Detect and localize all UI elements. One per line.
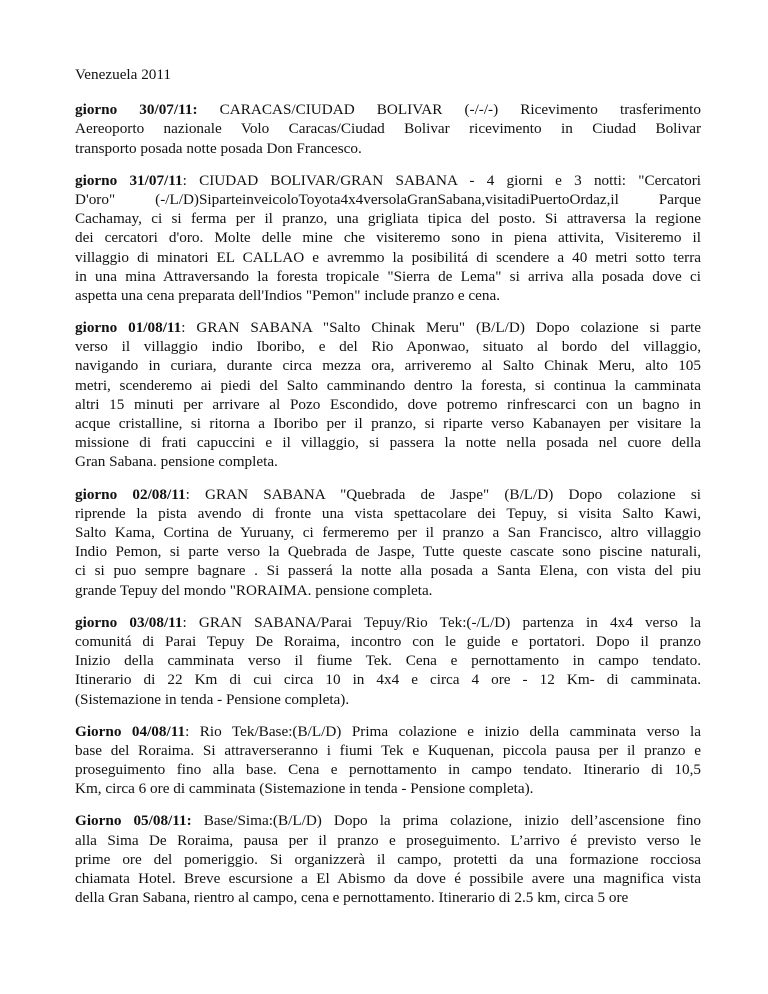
day-label: giorno 02/08/11 — [75, 485, 186, 503]
paragraph-line: proseguimento fino alla base. Cena e pernottamento in campo tendato. Itinerario di 10,5 — [75, 761, 701, 779]
day-paragraph — [75, 318, 701, 472]
paragraph-line: chiamata Hotel. Breve escursione a El Abismo da dove é possibile avere una magnifica vista — [75, 870, 701, 888]
paragraph-line — [75, 100, 701, 119]
document-page — [75, 60, 701, 920]
paragraph-line: Km, circa 6 ore di camminata (Sistemazione in tenda - Pensione completa). — [75, 780, 534, 798]
paragraph-line: prime ore del pomeriggio. Si organizzerà il campo, protetti da una formazione rocciosa — [75, 850, 701, 868]
document-title: Venezuela 2011 — [75, 66, 172, 83]
paragraph-line: riprende la pista avendo di fronte una vista spettacolare dei Tepuy, si visita Salto Kawi, — [75, 504, 701, 522]
paragraph-line: verso il villaggio indio Iboribo, e del Rio Aponwao, situato al bordo del villaggio, — [75, 338, 701, 356]
paragraph-line: Indio Pemon, si parte verso la Quebrada de Jaspe, Tutte queste cascate sono piscine naturali, — [75, 543, 701, 561]
paragraph-line: comunitá di Parai Tepuy De Roraima, incontro con le guide e portatori. Dopo il pranzo — [75, 632, 701, 650]
paragraph-line: Cachamay, ci si ferma per il pranzo, una grigliata tipica del posto. Si attraversa la regione — [75, 210, 701, 228]
day-paragraph — [75, 100, 701, 158]
day-label: Giorno 04/08/11 — [75, 722, 186, 740]
paragraph-line: ci si puo sempre bagnare . Si passerá la notte alla posada a Santa Elena, con vista del piu — [75, 562, 701, 580]
paragraph-line: transporto posada notte posada Don Francesco. — [75, 139, 362, 157]
day-paragraph — [75, 613, 701, 709]
paragraph-line: metri, scenderemo ai piedi del Salto camminando dentro la foresta, si continua la camminata — [75, 376, 701, 394]
paragraph-line — [75, 811, 701, 830]
paragraph-line: dei cercatori d'oro. Molte delle mine che visiteremo sono in piena attivita, Visiteremo il — [75, 229, 701, 247]
paragraph-line: Inizio della camminata verso il fiume Tek. Cena e pernottamento in campo tendato. — [75, 652, 701, 670]
paragraph-line: grande Tepuy del mondo "RORAIMA. pensione completa. — [75, 581, 433, 599]
paragraph-line: Salto Kama, Cortina de Yuruany, ci fermeremo per il pranzo a San Francisco, altro villaggio — [75, 524, 701, 541]
day-label: Giorno 05/08/11: — [75, 812, 192, 830]
paragraph-line: altri 15 minuti per arrivare al Pozo Escondido, dove potremo rinfrescarci con un bagno in — [75, 395, 701, 413]
paragraph-line: Itinerario di 22 Km di cui circa 10 in 4x4 e circa 4 ore - 12 Km- di camminata. — [75, 671, 701, 689]
day-label: giorno 01/08/11 — [75, 319, 182, 337]
paragraph-line: Aereoporto nazionale Volo Caracas/Ciudad Bolivar ricevimento in Ciudad Bolivar — [75, 120, 701, 138]
day-text: : GRAN SABANA "Quebrada de Jaspe" (B/L/D) Dopo colazione si — [185, 485, 701, 503]
paragraph-line — [75, 318, 701, 337]
day-text: : CIUDAD BOLIVAR/GRAN SABANA - 4 giorni e 3 notti: "Cercatori — [182, 171, 701, 189]
paragraph-line: in una mina Attraversando la foresta tropicale "Sierra de Lema" si arriva alla posada dove ci — [75, 267, 701, 285]
day-text: : GRAN SABANA/Parai Tepuy/Rio Tek:(-/L/D) partenza in 4x4 verso la — [182, 613, 701, 631]
day-paragraph — [75, 171, 701, 305]
paragraph-line — [75, 485, 701, 504]
paragraph-line: missione di frati capuccini e il villaggio, si passera la notte nella posada nel cuore della — [75, 434, 701, 452]
paragraph-line: della Gran Sabana, rientro al campo, cena e pernottamento. Itinerario di 2.5 km, circa 5 ore — [75, 889, 629, 907]
day-label: giorno 31/07/11 — [75, 171, 183, 189]
day-text: : GRAN SABANA "Salto Chinak Meru" (B/L/D) Dopo colazione si parte — [181, 319, 701, 337]
day-text: CARACAS/CIUDAD BOLIVAR (-/-/-) Ricevimento trasferimento — [197, 101, 701, 119]
paragraph-line: Gran Sabana. pensione completa. — [75, 453, 278, 471]
paragraph-line: navigando in curiara, durante circa mezza ora, arriveremo al Salto Chinak Meru, alto 105 — [75, 357, 701, 375]
paragraph-line: (Sistemazione in tenda - Pensione completa). — [75, 690, 350, 708]
paragraph-line: aspetta una cena preparata dell'Indios "Pemon" include pranzo e cena. — [75, 286, 501, 304]
paragraph-line — [75, 613, 701, 632]
paragraph-line: D'oro" (-/L/D)SiparteinveicoloToyota4x4versolaGranSabana,visitadiPuertoOrdaz,il Parque — [75, 190, 701, 208]
paragraph-line: base del Roraima. Si attraverseranno i fiumi Tek e Kuquenan, piccola pausa per il pranzo e — [75, 741, 701, 759]
day-text: : Rio Tek/Base:(B/L/D) Prima colazione e inizio della camminata verso la — [185, 722, 701, 740]
day-paragraph — [75, 485, 701, 600]
day-paragraph — [75, 722, 701, 799]
paragraph-line: villaggio di minatori EL CALLAO e avremmo la posibilitá di scendere a 40 metri sotto terra — [75, 248, 701, 266]
paragraph-line: alla Sima De Roraima, pausa per il pranzo e proseguimento. L’arrivo é previsto verso le — [75, 831, 701, 849]
day-label: giorno 03/08/11 — [75, 613, 183, 631]
day-text: Base/Sima:(B/L/D) Dopo la prima colazione, inizio dell’ascensione fino — [191, 812, 701, 830]
day-label: giorno 30/07/11: — [75, 101, 198, 119]
paragraph-line — [75, 722, 701, 741]
paragraph-line — [75, 171, 701, 190]
itinerary — [75, 100, 701, 907]
day-paragraph — [75, 811, 701, 907]
paragraph-line: acque cristalline, si ritorna a Iboribo per il pranzo, si riparte verso Kabanayen per visitare la — [75, 415, 701, 433]
